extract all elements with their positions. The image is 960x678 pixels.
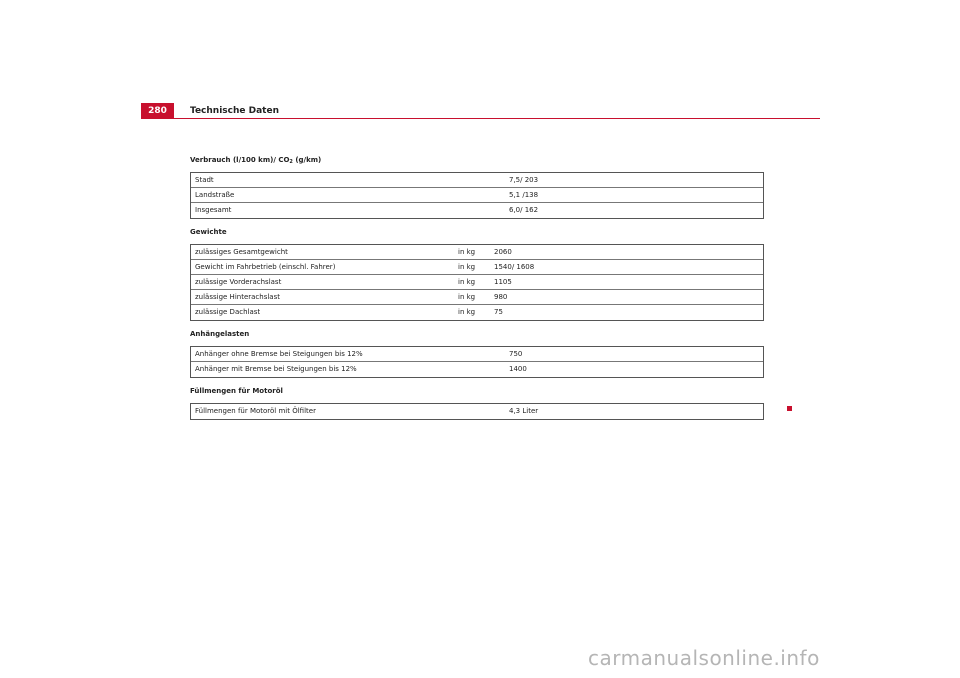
table-row <box>191 245 763 260</box>
row-value: 1105 <box>494 278 512 286</box>
row-unit: in kg <box>458 263 476 271</box>
row-label: Anhänger mit Bremse bei Steigungen bis 12% <box>195 365 357 373</box>
row-value: 750 <box>509 350 523 358</box>
page-number-badge: 280 <box>141 103 174 118</box>
row-label: zulässiges Gesamtgewicht <box>195 248 288 256</box>
row-label: Insgesamt <box>195 206 232 214</box>
row-unit: in kg <box>458 248 476 256</box>
table-row <box>191 275 763 290</box>
row-label: Anhänger ohne Bremse bei Steigungen bis 12% <box>195 350 363 358</box>
weights-table <box>190 244 764 321</box>
row-label: Füllmengen für Motoröl mit Ölfilter <box>195 407 316 415</box>
row-value: 5,1 /138 <box>509 191 539 199</box>
table-row <box>191 362 763 377</box>
table-row <box>191 404 763 419</box>
row-label: zulässige Dachlast <box>195 308 261 316</box>
header-divider <box>141 118 820 119</box>
consumption-table <box>190 172 764 219</box>
row-unit: in kg <box>458 293 476 301</box>
page-title: Technische Daten <box>190 106 279 116</box>
row-label: Stadt <box>195 176 214 184</box>
row-label: Gewicht im Fahrbetrieb (einschl. Fahrer) <box>195 263 336 271</box>
row-label: zulässige Hinterachslast <box>195 293 280 301</box>
watermark: carmanualsonline.info <box>588 646 820 670</box>
table-row <box>191 305 763 320</box>
section-title-oil: Füllmengen für Motoröl <box>190 387 283 395</box>
row-unit: in kg <box>458 308 476 316</box>
row-value: 4,3 Liter <box>509 407 539 415</box>
trailer-table <box>190 346 764 378</box>
row-value: 2060 <box>494 248 512 256</box>
row-value: 1400 <box>509 365 527 373</box>
row-value: 6,0/ 162 <box>509 206 539 214</box>
table-row <box>191 347 763 362</box>
oil-table <box>190 403 764 420</box>
row-value: 1540/ 1608 <box>494 263 535 271</box>
row-value: 980 <box>494 293 508 301</box>
row-label: zulässige Vorderachslast <box>195 278 282 286</box>
table-row <box>191 188 763 203</box>
table-row <box>191 173 763 188</box>
section-title-weights: Gewichte <box>190 228 227 236</box>
table-row <box>191 260 763 275</box>
row-unit: in kg <box>458 278 476 286</box>
section-title-consumption: Verbrauch (l/100 km)/ $CO_2$ (g/km) <box>190 156 322 165</box>
row-label: Landstraße <box>195 191 235 199</box>
section-end-marker <box>787 406 792 411</box>
table-row <box>191 290 763 305</box>
row-value: 7,5/ 203 <box>509 176 539 184</box>
table-row <box>191 203 763 218</box>
section-title-trailer: Anhängelasten <box>190 330 250 338</box>
row-value: 75 <box>494 308 503 316</box>
